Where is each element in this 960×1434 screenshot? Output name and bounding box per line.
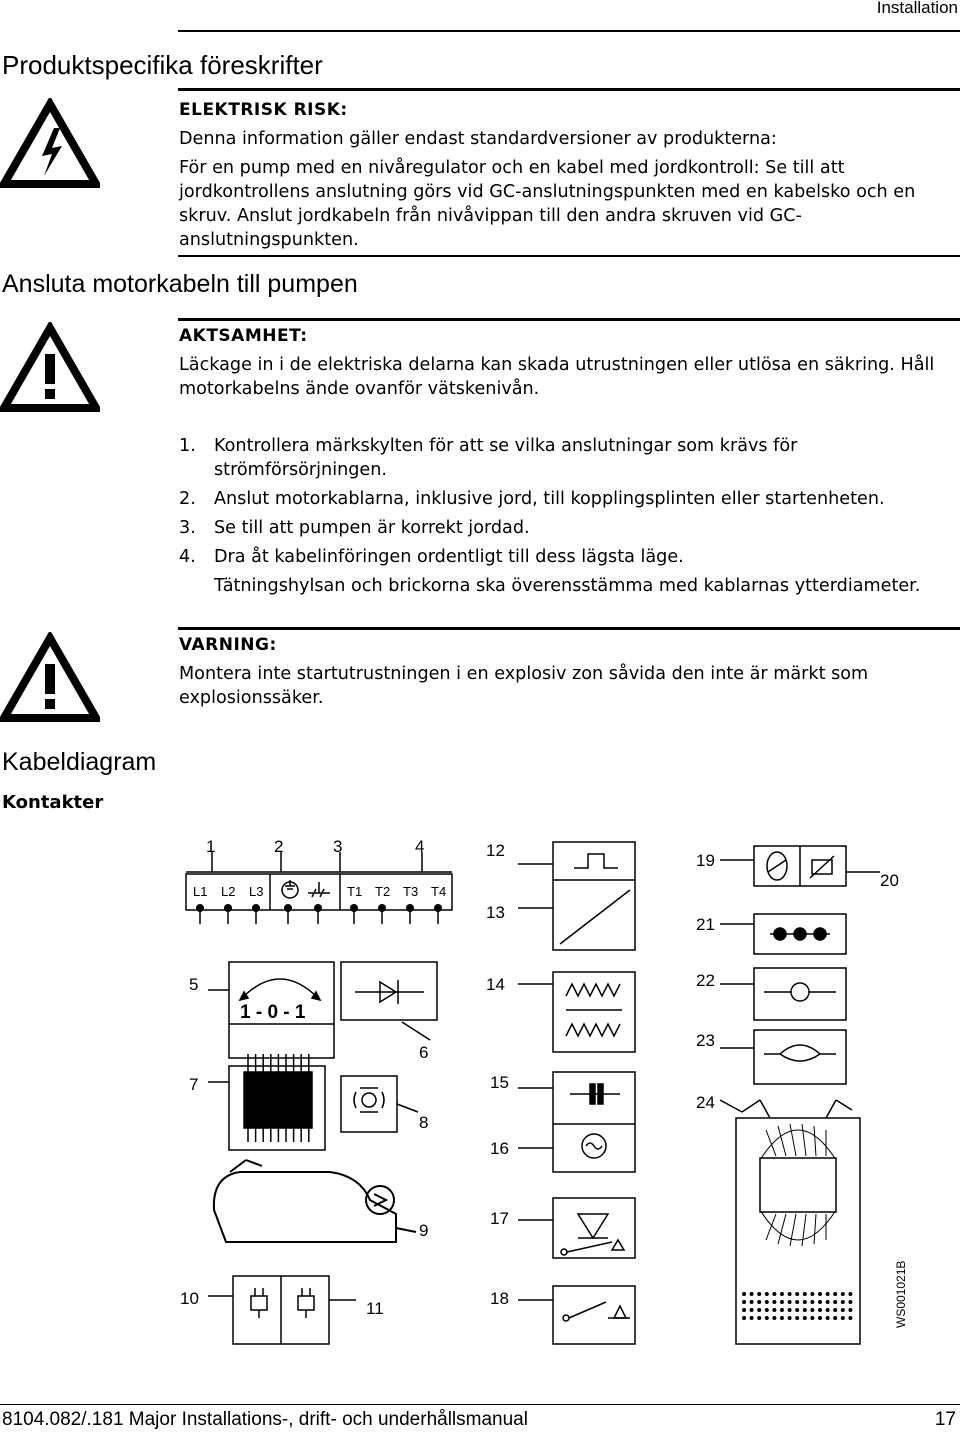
diagram-number: 21: [696, 915, 715, 934]
diagram-number: 13: [486, 903, 505, 922]
motor-circle-symbol: [341, 1076, 418, 1132]
diagram-number: 3: [333, 837, 343, 856]
terminal-label: T3: [403, 884, 419, 899]
diagram-number: 9: [419, 1221, 429, 1240]
diagram-number: 20: [880, 871, 899, 890]
warning-label: VARNING:: [179, 635, 277, 655]
diagram-number: 15: [490, 1073, 509, 1092]
step-number: 1.: [179, 436, 196, 456]
caution-body: Läckage in i de elektriska delarna kan skada utrustningen eller utlösa en säkring. Håll motorkabelns ände ovanför vätskenivån.: [179, 355, 935, 399]
connector-block-symbol: [208, 1066, 325, 1150]
terminal-label: T2: [375, 884, 391, 899]
pump-body-symbol: [214, 1160, 416, 1242]
diagram-number: 1: [206, 837, 216, 856]
motor-winding-symbol: [720, 1100, 860, 1344]
step-number: 3.: [179, 518, 196, 538]
warning-body: Montera inte startutrustningen i en explosiv zon såvida den inte är märkt som explosionssäker.: [179, 664, 869, 708]
diagram-number: 18: [490, 1289, 509, 1308]
switch-position-label: 1 - 0 - 1: [240, 1002, 306, 1023]
electric-risk-intro: Denna information gäller endast standardversioner av produkterna:: [179, 129, 777, 149]
diagram-number: 16: [490, 1139, 509, 1158]
heading-cable-diagram: Kabeldiagram: [2, 748, 157, 776]
diagram-number: 10: [180, 1289, 199, 1308]
footer-page-number: 17: [934, 1409, 956, 1430]
relay-symbols: [518, 1198, 635, 1344]
heading-motor-cable: Ansluta motorkabeln till pumpen: [2, 270, 358, 298]
electric-risk-label: ELEKTRISK RISK:: [179, 100, 348, 120]
diagram-number: 24: [696, 1093, 715, 1112]
caution-label: AKTSAMHET:: [179, 326, 308, 346]
step-note-text: Tätningshylsan och brickorna ska överensstämma med kablarnas ytterdiameter.: [214, 576, 921, 596]
diagram-number: 12: [486, 841, 505, 860]
diagram-number: 2: [274, 837, 284, 856]
footer-rule: [0, 1404, 960, 1405]
diode-symbol: [341, 962, 437, 1040]
electric-risk-body: För en pump med en nivåregulator och en kabel med jordkontroll: Se till att jordkontrollens anslutning görs vid GC-anslutningspunkten med en kabelsko och en skruv. Anslut jordkabeln från nivåvippan till den andra skruven vid GC-anslutningspunkten.: [179, 158, 916, 250]
diagram-number: 23: [696, 1031, 715, 1050]
sensor-symbols: [720, 968, 846, 1084]
capacitor-symbol: [518, 1072, 635, 1172]
diagram-number: 22: [696, 971, 715, 990]
header-section-label: Installation: [876, 0, 958, 17]
step-text: Dra åt kabelinföringen ordentligt till dess lägsta läge.: [214, 547, 684, 567]
plug-symbols: [208, 1276, 356, 1344]
drawing-id-label: WS001021B: [894, 1260, 908, 1328]
diagram-number: 4: [415, 837, 425, 856]
terminal-label: L3: [249, 884, 264, 899]
diagram-number: 7: [189, 1075, 199, 1094]
step-number: 2.: [179, 489, 196, 509]
diagram-number: 6: [419, 1043, 429, 1062]
footer-manual-title: 8104.082/.181 Major Installations-, drift- och underhållsmanual: [2, 1409, 528, 1430]
step-number: 4.: [179, 547, 196, 567]
pulse-box-symbol: [518, 842, 635, 950]
diagram-number: 17: [490, 1209, 509, 1228]
subheading-contacts: Kontakter: [2, 792, 104, 813]
diagram-number: 14: [486, 975, 505, 994]
step-text: Kontrollera märkskylten för att se vilka anslutningar som krävs för strömförsörjningen.: [214, 436, 798, 480]
diagram-number: 5: [189, 975, 199, 994]
diagram-number: 8: [419, 1113, 429, 1132]
terminal-label: T1: [347, 884, 363, 899]
terminal-label: L2: [221, 884, 236, 899]
step-text: Se till att pumpen är korrekt jordad.: [214, 518, 530, 538]
diagram-number: 11: [366, 1299, 384, 1318]
heading-product-regulations: Produktspecifika föreskrifter: [2, 50, 323, 80]
step-text: Anslut motorkablarna, inklusive jord, till kopplingsplinten eller startenheten.: [214, 489, 885, 509]
heater-symbol: [518, 972, 635, 1052]
terminal-label: L1: [193, 884, 208, 899]
terminal-label: T4: [431, 884, 447, 899]
diagram-number: 19: [696, 851, 715, 870]
control-symbols: [720, 846, 880, 954]
